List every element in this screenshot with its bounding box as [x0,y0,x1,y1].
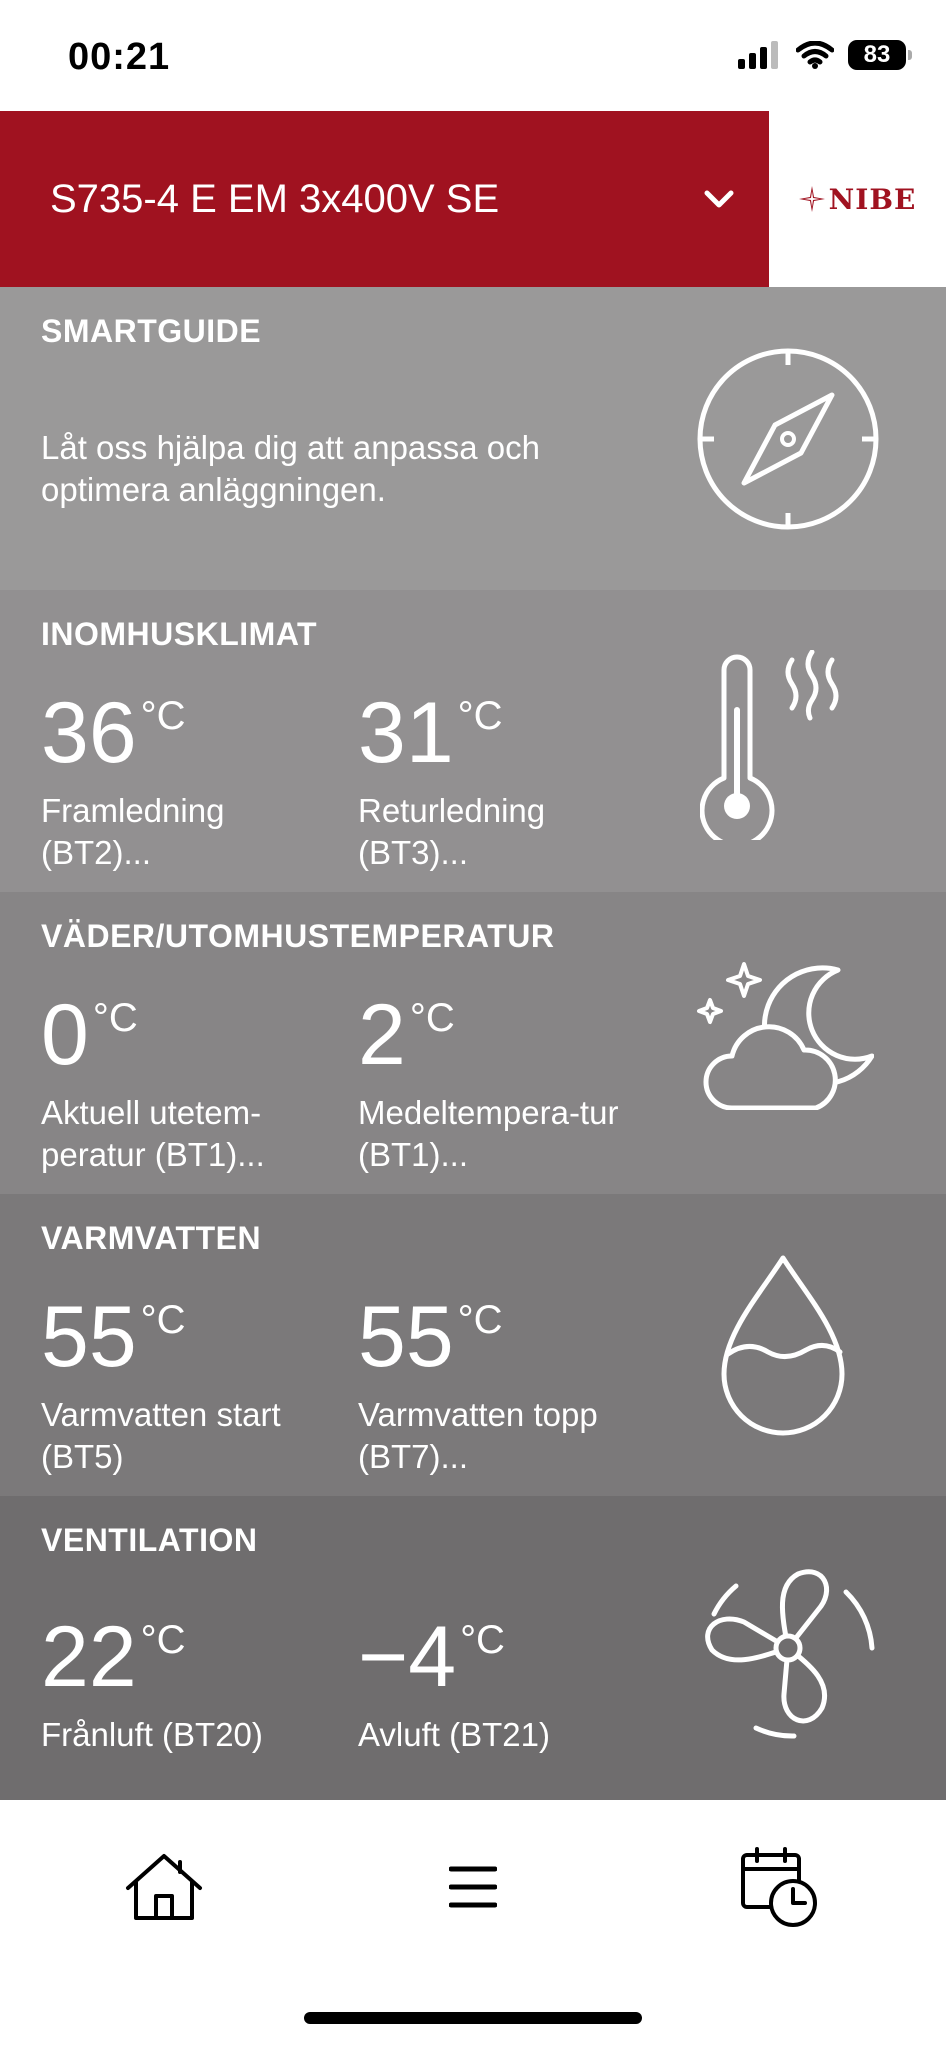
bottom-tab-bar [0,1800,946,2048]
return-temp [358,685,658,874]
thermometer-heat-icon [700,650,850,840]
value-label: Varmvatten start (BT5) [41,1396,281,1475]
value-number: 0 [41,987,89,1083]
value-unit: °C [92,996,138,1040]
value-number: 36 [41,685,137,781]
card-title: VENTILATION [41,1522,258,1558]
status-time: 00:21 [68,36,171,78]
home-icon [124,1852,204,1922]
status-bar [0,0,946,111]
card-hot-water[interactable] [0,1194,946,1496]
exhaust-air-temp [358,1609,658,1756]
app-header [0,111,946,287]
home-indicator[interactable] [304,2012,642,2024]
value-label: Varmvatten topp (BT7)... [358,1396,598,1475]
card-description: Låt oss hjälpa dig att anpassa och optimera anläggningen. [41,429,541,508]
value-label: Framledning (BT2)... [41,792,225,871]
compass-icon [696,347,880,531]
extract-air-temp [41,1609,341,1756]
card-smartguide[interactable] [0,287,946,590]
fan-icon [696,1556,880,1740]
menu-icon [449,1865,497,1909]
system-indicators [738,40,906,70]
battery-level: 83 [863,41,891,68]
value-number: −4 [358,1609,457,1705]
hotwater-top-temp [358,1289,658,1478]
card-weather[interactable] [0,892,946,1194]
outdoor-temp-average [358,987,658,1176]
value-label: Aktuell utetem-peratur (BT1)... [41,1094,265,1173]
nibe-star-icon [799,186,825,212]
card-title: INOMHUSKLIMAT [41,616,318,652]
brand-name: NIBE [828,182,917,216]
chevron-down-icon [699,179,739,219]
card-title: VÄDER/UTOMHUSTEMPERATUR [41,918,555,954]
hotwater-start-temp [41,1289,341,1478]
card-title: SMARTGUIDE [41,313,262,349]
value-label: Returledning (BT3)... [358,792,546,871]
device-selector[interactable] [0,111,769,287]
value-number: 31 [358,685,454,781]
card-title: VARMVATTEN [41,1220,262,1256]
card-ventilation[interactable] [0,1496,946,1800]
value-number: 22 [41,1609,137,1705]
value-unit: °C [409,996,455,1040]
wifi-icon [796,41,834,69]
value-label: Avluft (BT21) [358,1716,550,1753]
supply-temp [41,685,341,874]
value-unit: °C [457,694,503,738]
water-drop-icon [720,1254,846,1438]
cloud-moon-icon [696,960,874,1110]
value-number: 2 [358,987,406,1083]
value-unit: °C [457,1298,503,1342]
value-number: 55 [41,1289,137,1385]
tab-menu[interactable] [428,1842,518,1932]
outdoor-temp-current [41,987,341,1176]
tab-home[interactable] [119,1842,209,1932]
value-unit: °C [140,1298,186,1342]
battery-icon [848,40,906,70]
value-unit: °C [140,1618,186,1662]
device-name: S735-4 E EM 3x400V SE [50,176,500,221]
card-indoor-climate[interactable] [0,590,946,892]
brand-logo [769,111,946,287]
value-label: Frånluft (BT20) [41,1716,263,1753]
value-unit: °C [460,1618,505,1662]
cellular-signal-icon [738,41,782,69]
value-number: 55 [358,1289,454,1385]
calendar-clock-icon [739,1847,819,1927]
value-unit: °C [140,694,186,738]
tab-schedule[interactable] [734,1842,824,1932]
value-label: Medeltempera-tur (BT1)... [358,1094,619,1173]
